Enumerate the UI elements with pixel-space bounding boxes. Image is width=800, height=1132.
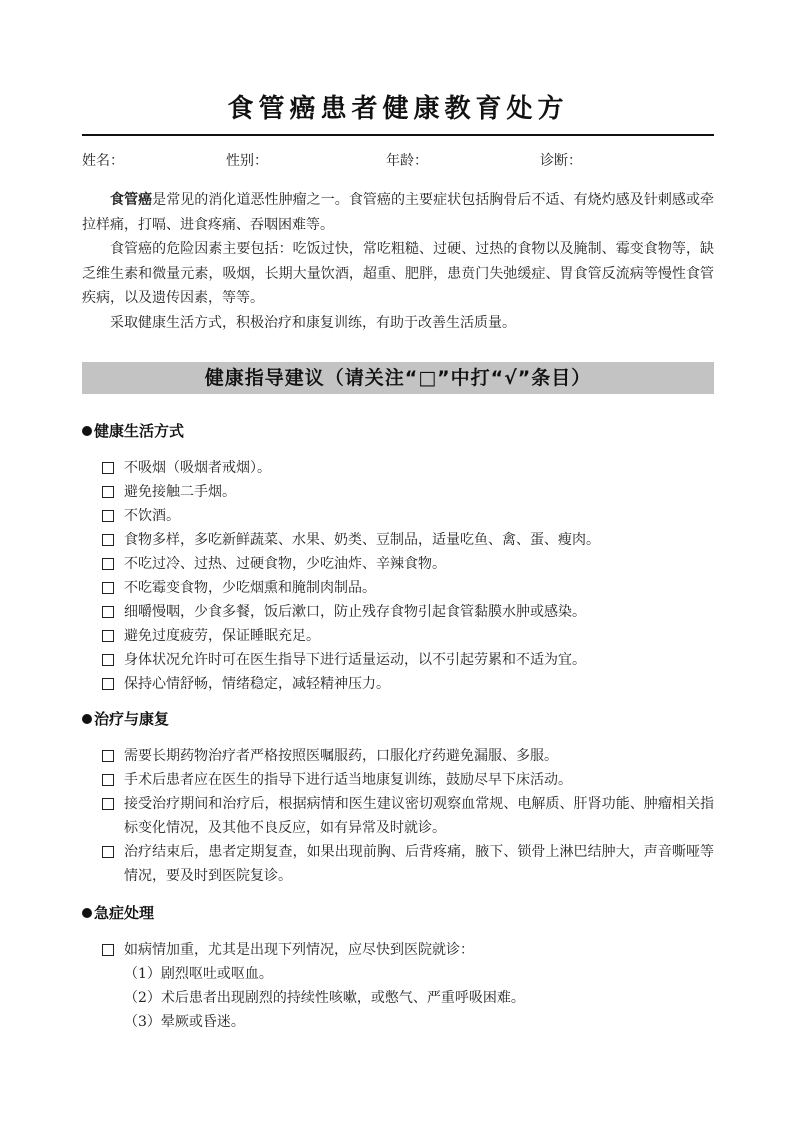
checkbox[interactable] bbox=[102, 462, 114, 474]
diagnosis-label: 诊断： bbox=[540, 153, 582, 169]
checkbox[interactable] bbox=[102, 486, 114, 498]
checkbox[interactable] bbox=[102, 798, 114, 810]
checklist-item bbox=[82, 672, 714, 696]
checkbox[interactable] bbox=[102, 558, 114, 570]
intro-paragraph-text: 是常见的消化道恶性肿瘤之一。食管癌的主要症状包括胸骨后不适、有烧灼感及针刺感或牵拉样痛，打嗝、进食疼痛、吞咽困难等。 bbox=[82, 192, 715, 233]
sub-item: （3）晕厥或昏迷。 bbox=[124, 1014, 245, 1030]
item-text: 身体状况允许时可在医生指导下进行适量运动，以不引起劳累和不适为宜。 bbox=[124, 652, 586, 668]
name-label: 姓名： bbox=[82, 153, 124, 169]
guidance-banner: 健康指导建议（请关注“□”中打“√”条目） bbox=[82, 362, 714, 394]
item-text: 避免接触二手烟。 bbox=[124, 484, 236, 500]
page-title: 食管癌患者健康教育处方 bbox=[227, 94, 569, 124]
bullet-icon bbox=[82, 426, 92, 436]
bullet-icon bbox=[82, 714, 92, 724]
item-text: 细嚼慢咽，少食多餐，饭后漱口，防止残存食物引起食管黏膜水肿或感染。 bbox=[124, 604, 586, 620]
checkbox[interactable] bbox=[102, 630, 114, 642]
treatment-items bbox=[82, 744, 714, 888]
emergency-items bbox=[82, 938, 714, 1034]
checkbox[interactable] bbox=[102, 846, 114, 858]
checklist-item bbox=[82, 768, 714, 792]
checkbox[interactable] bbox=[102, 944, 114, 956]
section-heading-text: 急症处理 bbox=[94, 904, 155, 922]
item-text: 手术后患者应在医生的指导下进行适当地康复训练，鼓励尽早下床活动。 bbox=[124, 772, 572, 788]
item-text: 避免过度疲劳，保证睡眠充足。 bbox=[124, 628, 320, 644]
item-text: 不吃霉变食物，少吃烟熏和腌制肉制品。 bbox=[124, 580, 376, 596]
checkbox[interactable] bbox=[102, 510, 114, 522]
checklist-item bbox=[82, 648, 714, 672]
section-heading bbox=[82, 420, 714, 442]
intro-paragraph bbox=[82, 188, 714, 237]
checklist-item bbox=[82, 792, 714, 840]
checklist-item bbox=[82, 840, 714, 888]
sub-item: （1）剧烈呕吐或呕血。 bbox=[124, 966, 273, 982]
gender-label: 性别： bbox=[226, 153, 268, 169]
item-text: 保持心情舒畅，情绪稳定，减轻精神压力。 bbox=[124, 676, 390, 692]
checkbox[interactable] bbox=[102, 678, 114, 690]
checklist-item bbox=[82, 576, 714, 600]
checkbox[interactable] bbox=[102, 750, 114, 762]
lifestyle-section bbox=[82, 420, 714, 696]
checklist-item bbox=[82, 600, 714, 624]
section-heading bbox=[82, 708, 714, 730]
section-heading bbox=[82, 902, 714, 924]
summary-paragraph: 采取健康生活方式，积极治疗和康复训练，有助于改善生活质量。 bbox=[110, 314, 516, 331]
item-text: 不吸烟（吸烟者戒烟）。 bbox=[124, 460, 271, 476]
lifestyle-items bbox=[82, 456, 714, 696]
checkbox[interactable] bbox=[102, 606, 114, 618]
item-text: 如病情加重，尤其是出现下列情况，应尽快到医院就诊： bbox=[124, 942, 474, 958]
item-text: 不吃过冷、过热、过硬食物，少吃油炸、辛辣食物。 bbox=[124, 556, 446, 572]
bullet-icon bbox=[82, 908, 92, 918]
item-text: 接受治疗期间和治疗后，根据病情和医生建议密切观察血常规、电解质、肝肾功能、肿瘤相关指标变化情况，及其他不良反应，如有异常及时就诊。 bbox=[124, 796, 714, 836]
checklist-item bbox=[82, 528, 714, 552]
age-label: 年龄： bbox=[386, 153, 428, 169]
item-text: 不饮酒。 bbox=[124, 508, 180, 524]
sub-item: （2）术后患者出现剧烈的持续性咳嗽，或憋气、严重呼吸困难。 bbox=[124, 990, 525, 1006]
risk-factors-paragraph: 食管癌的危险因素主要包括：吃饭过快，常吃粗糙、过硬、过热的食物以及腌制、霉变食物等，缺乏维生素和微量元素，吸烟，长期大量饮酒，超重、肥胖，患贲门失弛缓症、胃食管反流病等慢性食管疾病，以及遗传因素，等等。 bbox=[82, 241, 714, 306]
checklist-item bbox=[82, 552, 714, 576]
title-divider bbox=[82, 134, 714, 136]
section-heading-text: 健康生活方式 bbox=[94, 422, 185, 440]
checkbox[interactable] bbox=[102, 654, 114, 666]
disease-name: 食管癌 bbox=[110, 192, 153, 208]
item-text: 治疗结束后，患者定期复查，如果出现前胸、后背疼痛，腋下、锁骨上淋巴结肿大，声音嘶哑等情况，要及时到医院复诊。 bbox=[124, 844, 714, 884]
checkbox[interactable] bbox=[102, 582, 114, 594]
intro-text bbox=[82, 188, 714, 335]
checklist-item bbox=[82, 504, 714, 528]
emergency-section bbox=[82, 902, 714, 1034]
treatment-section bbox=[82, 708, 714, 888]
checklist-item bbox=[82, 624, 714, 648]
checklist-item bbox=[82, 744, 714, 768]
checklist-item bbox=[82, 456, 714, 480]
checklist-item bbox=[82, 938, 714, 962]
checkbox[interactable] bbox=[102, 774, 114, 786]
checkbox[interactable] bbox=[102, 534, 114, 546]
item-text: 需要长期药物治疗者严格按照医嘱服药，口服化疗药避免漏服、多服。 bbox=[124, 748, 558, 764]
checklist-item bbox=[82, 480, 714, 504]
patient-info-row bbox=[82, 150, 714, 172]
section-heading-text: 治疗与康复 bbox=[94, 710, 170, 728]
item-text: 食物多样，多吃新鲜蔬菜、水果、奶类、豆制品，适量吃鱼、禽、蛋、瘦肉。 bbox=[124, 532, 600, 548]
